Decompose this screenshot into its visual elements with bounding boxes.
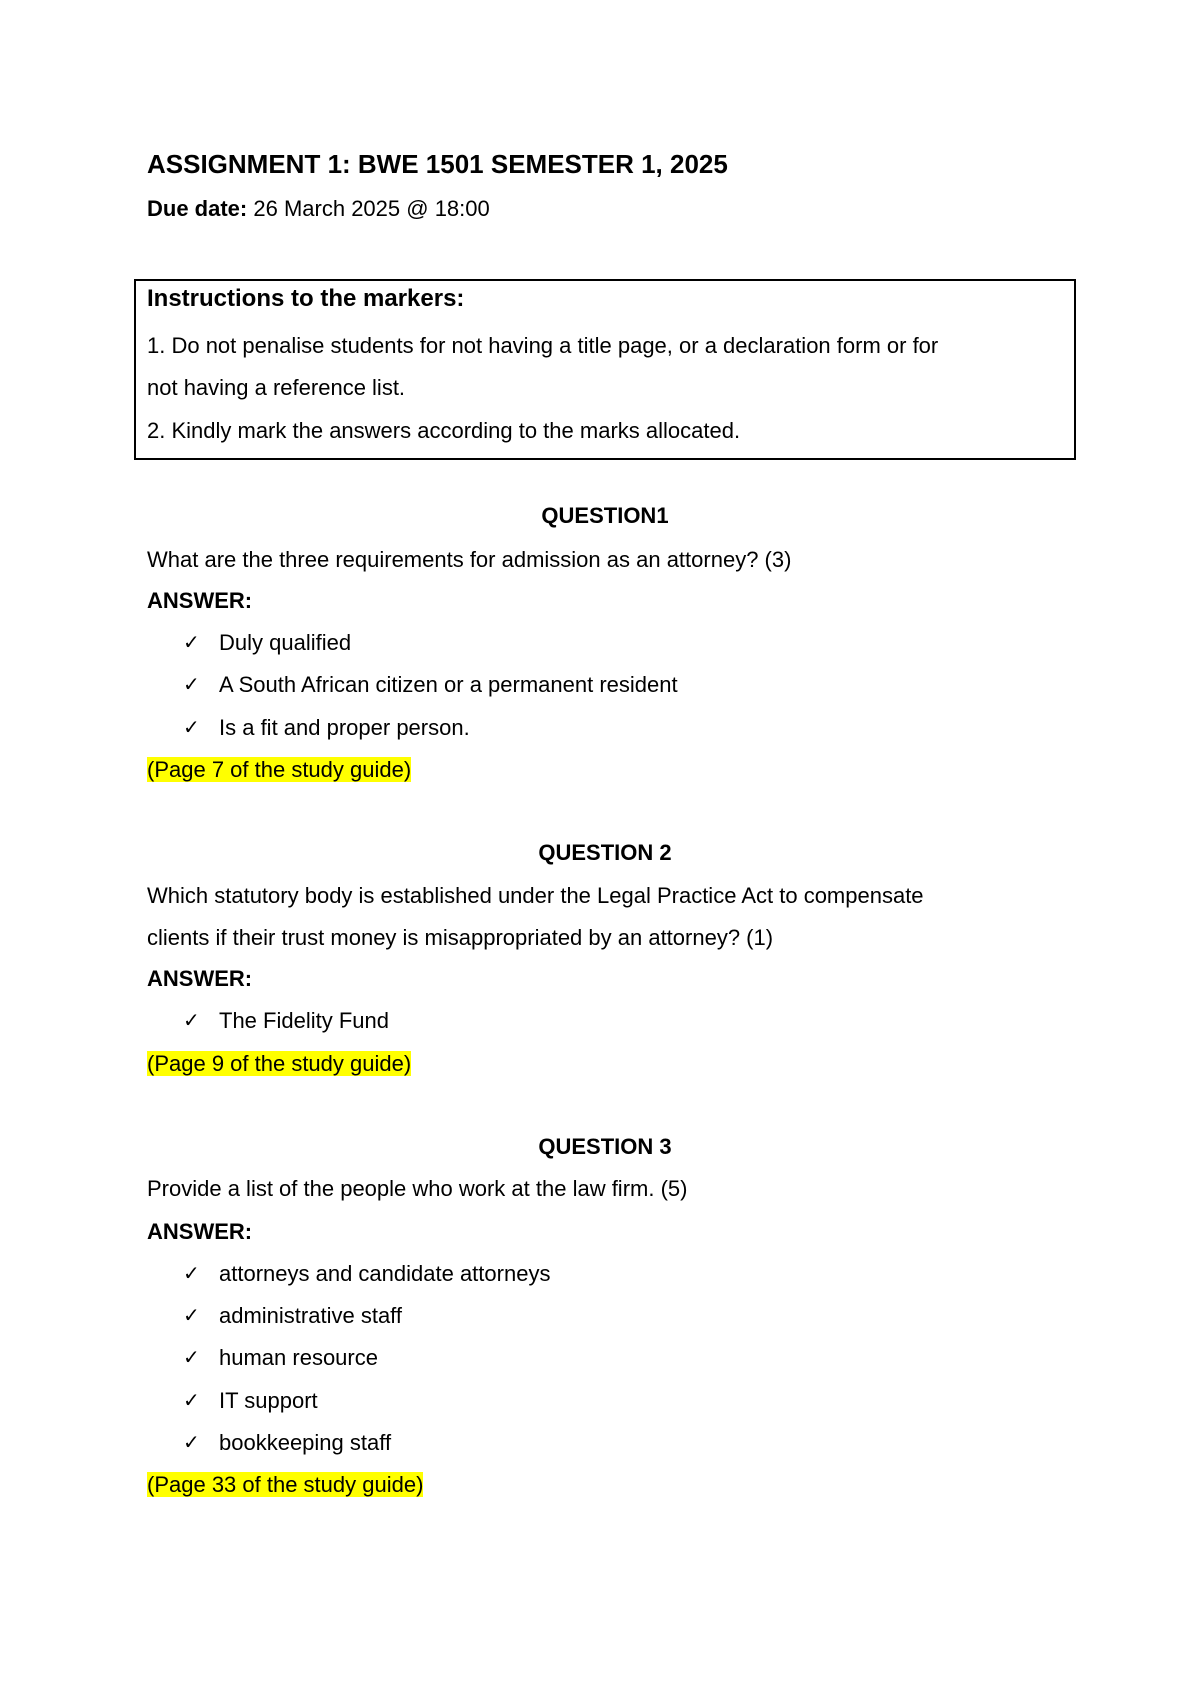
- check-icon: ✓: [183, 674, 200, 696]
- instruction-line: not having a reference list.: [147, 375, 406, 400]
- study-guide-reference: (Page 33 of the study guide): [147, 1472, 424, 1497]
- answer-item: A South African citizen or a permanent resident: [219, 672, 678, 697]
- question-2-heading: QUESTION 2: [538, 840, 672, 865]
- study-guide-reference: (Page 7 of the study guide): [147, 757, 412, 782]
- document-title: ASSIGNMENT 1: BWE 1501 SEMESTER 1, 2025: [147, 149, 728, 179]
- answer-item: Duly qualified: [219, 630, 352, 655]
- question-2-text: clients if their trust money is misappropriated by an attorney? (1): [147, 925, 774, 950]
- check-icon: ✓: [183, 1347, 200, 1369]
- answer-item: human resource: [219, 1345, 378, 1370]
- question-3-heading: QUESTION 3: [538, 1134, 672, 1159]
- check-icon: ✓: [183, 1390, 200, 1412]
- instructions-heading: Instructions to the markers:: [147, 285, 465, 312]
- answer-item: IT support: [219, 1388, 318, 1413]
- question-1-text: What are the three requirements for admission as an attorney? (3): [147, 547, 792, 572]
- answer-label: ANSWER:: [147, 1219, 253, 1244]
- answer-item: The Fidelity Fund: [219, 1008, 389, 1033]
- answer-item: bookkeeping staff: [219, 1430, 392, 1455]
- check-icon: ✓: [183, 1432, 200, 1454]
- check-icon: ✓: [183, 632, 200, 654]
- answer-item: attorneys and candidate attorneys: [219, 1261, 551, 1286]
- check-icon: ✓: [183, 717, 200, 739]
- answer-item: administrative staff: [219, 1303, 403, 1328]
- due-date-value: 26 March 2025 @ 18:00: [253, 196, 490, 221]
- question-3-text: Provide a list of the people who work at the law firm. (5): [147, 1176, 688, 1201]
- check-icon: ✓: [183, 1263, 200, 1285]
- check-icon: ✓: [183, 1305, 200, 1327]
- question-2-text: Which statutory body is established under the Legal Practice Act to compensate: [147, 883, 924, 908]
- check-icon: ✓: [183, 1010, 200, 1032]
- answer-label: ANSWER:: [147, 966, 253, 991]
- question-1-heading: QUESTION1: [541, 503, 669, 528]
- due-date: [147, 196, 490, 222]
- study-guide-reference: (Page 9 of the study guide): [147, 1051, 412, 1076]
- instruction-line: 1. Do not penalise students for not having a title page, or a declaration form or for: [147, 333, 939, 358]
- answer-item: Is a fit and proper person.: [219, 715, 470, 740]
- answer-label: ANSWER:: [147, 588, 253, 613]
- due-date-label: Due date:: [147, 196, 248, 221]
- instruction-line: 2. Kindly mark the answers according to the marks allocated.: [147, 418, 741, 443]
